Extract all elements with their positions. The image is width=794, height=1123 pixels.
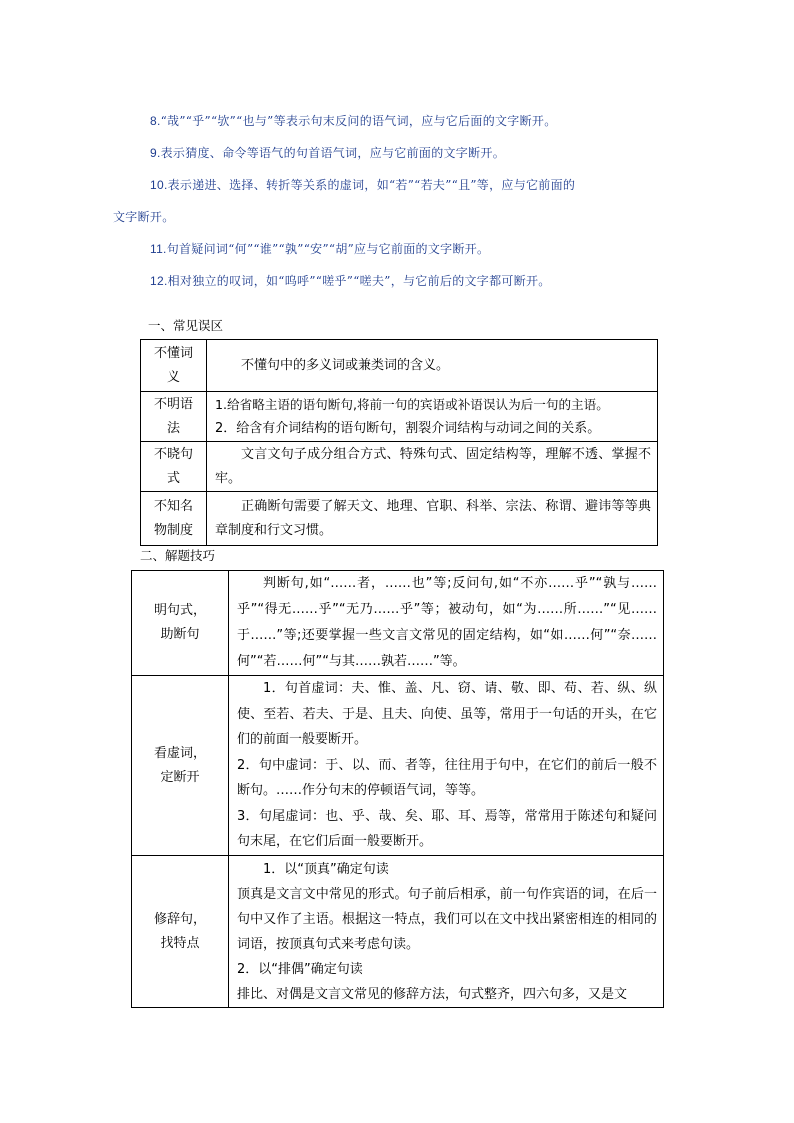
rule-text: 表示猜度、命令等语气的句首语气词，应与它前面的文字断开。 <box>160 146 506 160</box>
row-content: 不懂句中的多义词或兼类词的含义。 <box>207 340 658 392</box>
rule-number: 11. <box>150 242 167 256</box>
rule-text: 相对独立的叹词，如“呜呼”“嗟乎”“嗟夫”，与它前后的文字都可断开。 <box>167 274 551 288</box>
rule-11 <box>150 241 489 257</box>
section-heading-techniques: 二、解题技巧 <box>140 548 216 563</box>
rule-number: 8. <box>150 114 161 128</box>
row-label: 明句式， 助断句 <box>132 571 229 676</box>
row-label: 不明语 法 <box>141 392 207 442</box>
rule-text: 句首疑问词“何”“谁”“孰”“安”“胡”应与它前面的文字断开。 <box>166 242 490 256</box>
row-content: 1．以“顶真”确定句读 顶真是文言文中常见的形式。句子前后相承，前一句作宾语的词，在后一句中又作了主语。根据这一特点，我们可以在文中找出紧密相连的相同的词语，按顶真句式来考虑句读。 2．以“排偶”确定句读 排比、对偶是文言文常见的修辞方法，句式整齐，四六句多，又是文 <box>229 856 664 1008</box>
table-row <box>141 340 658 392</box>
common-mistakes-table <box>140 339 658 546</box>
rule-8 <box>150 113 557 129</box>
row-content: 判断句,如“……者，……也”等;反问句,如“不亦……乎”“孰与……乎”“得无……乎”“无乃……乎”等；被动句，如“为……所……”“见……于……”等;还要掌握一些文言文常见的固定结构，如“如……何”“奈……何”“若……何”“与其……孰若……”等。 <box>229 571 664 676</box>
rule-10 <box>150 177 575 193</box>
rule-number: 9. <box>150 146 161 160</box>
row-label: 不知名 物制度 <box>141 492 207 546</box>
rule-number: 10. <box>150 178 168 192</box>
rule-10-continuation <box>113 209 175 225</box>
row-label: 修辞句， 找特点 <box>132 856 229 1008</box>
table-row <box>141 442 658 492</box>
rule-9 <box>150 145 505 161</box>
rule-text: “哉”“乎”“欤”“也与”等表示句末反问的语气词，应与它后面的文字断开。 <box>160 114 557 128</box>
row-content: 1．句首虚词：夫、惟、盖、凡、窃、请、敬、即、苟、若、纵、纵使、至若、若夫、于是、且夫、向使、虽等，常用于一句话的开头，在它们的前面一般要断开。 2．句中虚词：于、以、而、者等，往往用于句中，在它们的前后一般不断句。……作分句末的停顿语气词，等等。 3．句尾虚词：也、乎、哉、矣、耶、耳、焉等，常常用于陈述句和疑问句末尾，在它们后面一般要断开。 <box>229 676 664 856</box>
row-label: 不晓句 式 <box>141 442 207 492</box>
row-content: 文言文句子成分组合方式、特殊句式、固定结构等，理解不透、掌握不牢。 <box>207 442 658 492</box>
table-row <box>141 492 658 546</box>
section-heading-common-mistakes: 一、常见误区 <box>148 318 224 333</box>
row-content: 1.给省略主语的语句断句,将前一句的宾语或补语误认为后一句的主语。 2．给含有介词结构的语句断句，割裂介词结构与动词之间的关系。 <box>207 392 658 442</box>
table-row <box>132 856 664 1008</box>
table-row <box>132 676 664 856</box>
rule-text: 文字断开。 <box>113 210 175 224</box>
techniques-table <box>131 570 664 1008</box>
row-label: 看虚词， 定断开 <box>132 676 229 856</box>
row-label: 不懂词 义 <box>141 340 207 392</box>
rule-12 <box>150 273 551 289</box>
row-content: 正确断句需要了解天文、地理、官职、科举、宗法、称谓、避讳等等典章制度和行文习惯。 <box>207 492 658 546</box>
rule-number: 12. <box>150 274 168 288</box>
table-row <box>132 571 664 676</box>
rule-text: 表示递进、选择、转折等关系的虚词，如“若”“若夫”“且”等，应与它前面的 <box>167 178 576 192</box>
table-row <box>141 392 658 442</box>
